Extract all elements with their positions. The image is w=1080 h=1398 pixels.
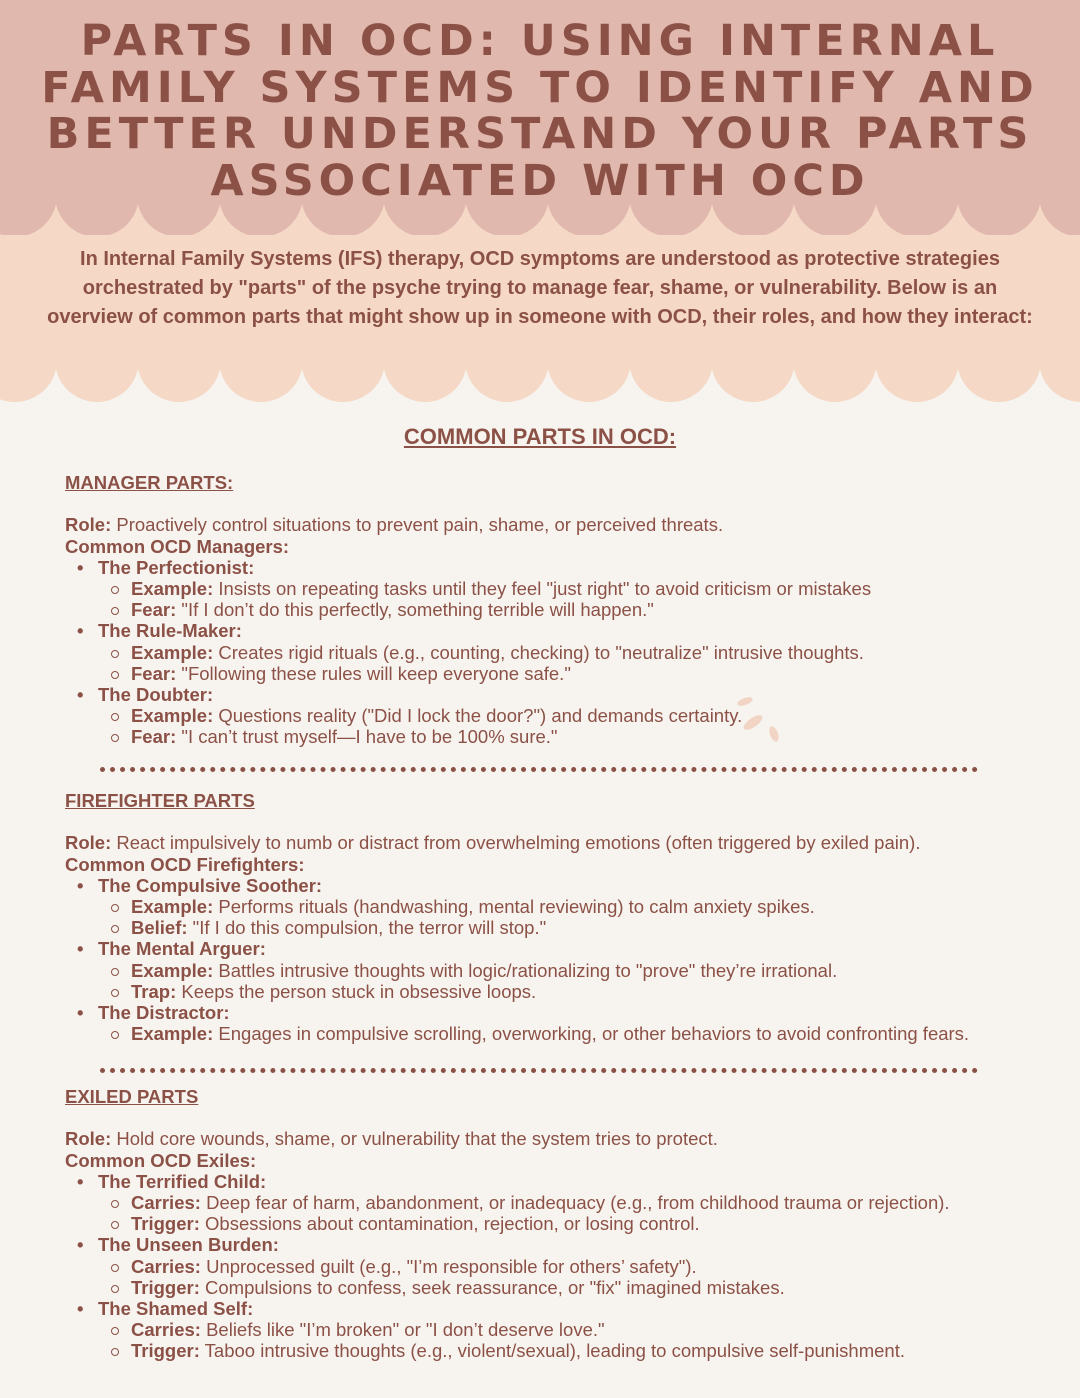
detail-text: Questions reality ("Did I lock the door?") and demands certainty. <box>213 705 743 727</box>
common-parts-label: Common OCD Managers: <box>65 535 290 557</box>
part-details <box>98 1319 1025 1361</box>
part-name: The Terrified Child: <box>98 1170 267 1192</box>
detail-text: "I can’t trust myself—I have to be 100% sure." <box>176 726 558 748</box>
parts-list <box>65 557 1025 748</box>
detail-label: Carries: <box>131 1255 201 1277</box>
main-heading: COMMON PARTS IN OCD: <box>403 424 677 449</box>
part-name: The Distractor: <box>98 1002 230 1024</box>
part-item <box>65 620 1025 684</box>
detail-item <box>98 1319 1025 1340</box>
detail-item <box>98 663 1025 684</box>
detail-item <box>98 896 1025 917</box>
part-name: The Rule-Maker: <box>98 620 242 642</box>
part-item <box>65 684 1025 748</box>
detail-text: Performs rituals (handwashing, mental reviewing) to calm anxiety spikes. <box>213 896 815 917</box>
parts-list <box>65 1171 1025 1362</box>
role-label: Role: <box>65 1128 112 1150</box>
detail-label: Example: <box>131 641 214 663</box>
detail-text: Keeps the person stuck in obsessive loops. <box>176 980 537 1002</box>
detail-item <box>98 599 1025 620</box>
detail-label: Fear: <box>131 726 177 748</box>
detail-text: Engages in compulsive scrolling, overworking, or other behaviors to avoid confronting fears. <box>213 1023 970 1045</box>
detail-item <box>98 1340 1025 1361</box>
detail-label: Example: <box>131 1023 214 1045</box>
role-line <box>65 832 1025 853</box>
part-item <box>65 557 1025 621</box>
common-parts-label: Common OCD Exiles: <box>65 1149 257 1171</box>
part-details <box>98 960 1025 1002</box>
detail-text: Taboo intrusive thoughts (e.g., violent/sexual), leading to compulsive self-punishment. <box>199 1340 905 1362</box>
detail-label: Example: <box>131 705 214 727</box>
part-item <box>65 1171 1025 1235</box>
detail-text: Unprocessed guilt (e.g., "I’m responsible for others’ safety"). <box>200 1255 697 1277</box>
page-title: PARTS IN OCD: USING INTERNAL FAMILY SYSTEMS TO IDENTIFY AND BETTER UNDERSTAND YOUR PARTS ASSOCIATED WITH OCD <box>41 16 1039 206</box>
detail-text: Insists on repeating tasks until they feel "just right" to avoid criticism or mistakes <box>213 578 872 599</box>
part-item <box>65 875 1025 939</box>
section-title: FIREFIGHTER PARTS <box>65 790 255 811</box>
dotted-divider <box>100 1068 978 1073</box>
detail-item <box>98 981 1025 1002</box>
dotted-divider <box>100 767 978 772</box>
detail-label: Trigger: <box>131 1340 200 1362</box>
detail-label: Carries: <box>131 1192 201 1213</box>
detail-item <box>98 642 1025 663</box>
role-line <box>65 514 1025 535</box>
detail-item <box>98 960 1025 981</box>
exiled-parts-section <box>65 1086 1025 1362</box>
detail-text: "If I don’t do this perfectly, something terrible will happen." <box>176 599 654 621</box>
part-item <box>65 1298 1025 1362</box>
detail-text: "If I do this compulsion, the terror will stop." <box>187 917 547 939</box>
role-text: React impulsively to numb or distract from overwhelming emotions (often triggered by exiled pain). <box>111 832 921 854</box>
detail-label: Example: <box>131 959 214 981</box>
role-label: Role: <box>65 514 112 536</box>
detail-text: Compulsions to confess, seek reassurance, or "fix" imagined mistakes. <box>199 1276 785 1298</box>
detail-label: Trigger: <box>131 1213 200 1235</box>
section-title: MANAGER PARTS: <box>65 472 234 493</box>
detail-label: Belief: <box>131 917 188 939</box>
detail-label: Example: <box>131 578 214 599</box>
section-title: EXILED PARTS <box>65 1086 199 1107</box>
part-details <box>98 1192 1025 1234</box>
part-details <box>98 642 1025 684</box>
detail-text: Battles intrusive thoughts with logic/rationalizing to "prove" they’re irrational. <box>213 959 838 981</box>
part-details <box>98 896 1025 938</box>
part-name: The Mental Arguer: <box>98 938 266 960</box>
detail-label: Fear: <box>131 662 177 684</box>
role-text: Proactively control situations to prevent pain, shame, or perceived threats. <box>111 514 724 536</box>
part-name: The Compulsive Soother: <box>98 874 323 896</box>
part-name: The Doubter: <box>98 684 214 706</box>
detail-item <box>98 1023 1025 1044</box>
manager-parts-section <box>65 472 1025 748</box>
parts-list <box>65 875 1025 1045</box>
detail-text: Obsessions about contamination, rejection, or losing control. <box>199 1213 700 1235</box>
role-line <box>65 1128 1025 1149</box>
detail-label: Trigger: <box>131 1276 200 1298</box>
detail-text: Creates rigid rituals (e.g., counting, checking) to "neutralize" intrusive thoughts. <box>213 641 864 663</box>
detail-label: Carries: <box>131 1319 201 1341</box>
common-parts-label: Common OCD Firefighters: <box>65 853 305 875</box>
detail-item <box>98 726 1025 747</box>
part-item <box>65 1234 1025 1298</box>
detail-item <box>98 578 1025 599</box>
detail-text: "Following these rules will keep everyone safe." <box>176 662 571 684</box>
detail-item <box>98 1256 1025 1277</box>
detail-text: Beliefs like "I’m broken" or "I don’t deserve love." <box>200 1319 605 1341</box>
part-details <box>98 1256 1025 1298</box>
part-item <box>65 1002 1025 1044</box>
detail-label: Trap: <box>131 980 177 1002</box>
part-item <box>65 938 1025 1002</box>
firefighter-parts-section <box>65 790 1025 1044</box>
part-details <box>98 578 1025 620</box>
part-details <box>98 1023 1025 1044</box>
detail-item <box>98 705 1025 726</box>
detail-text: Deep fear of harm, abandonment, or inadequacy (e.g., from childhood trauma or rejection). <box>200 1192 950 1213</box>
intro-scallop-edge <box>0 360 1080 405</box>
part-name: The Shamed Self: <box>98 1298 254 1320</box>
detail-item <box>98 917 1025 938</box>
detail-item <box>98 1192 1025 1213</box>
detail-label: Fear: <box>131 599 177 621</box>
part-details <box>98 705 1025 747</box>
intro-paragraph: In Internal Family Systems (IFS) therapy, OCD symptoms are understood as protective strategies orchestrated by "parts" of the psyche trying to manage fear, shame, or vulnerability. Below is an overview of common parts that might show up in someone with OCD, their roles, and how they interact: <box>47 248 1033 328</box>
detail-item <box>98 1277 1025 1298</box>
part-name: The Perfectionist: <box>98 556 255 578</box>
detail-label: Example: <box>131 896 214 917</box>
role-text: Hold core wounds, shame, or vulnerability that the system tries to protect. <box>111 1128 718 1150</box>
detail-item <box>98 1213 1025 1234</box>
part-name: The Unseen Burden: <box>98 1234 279 1256</box>
role-label: Role: <box>65 832 112 854</box>
